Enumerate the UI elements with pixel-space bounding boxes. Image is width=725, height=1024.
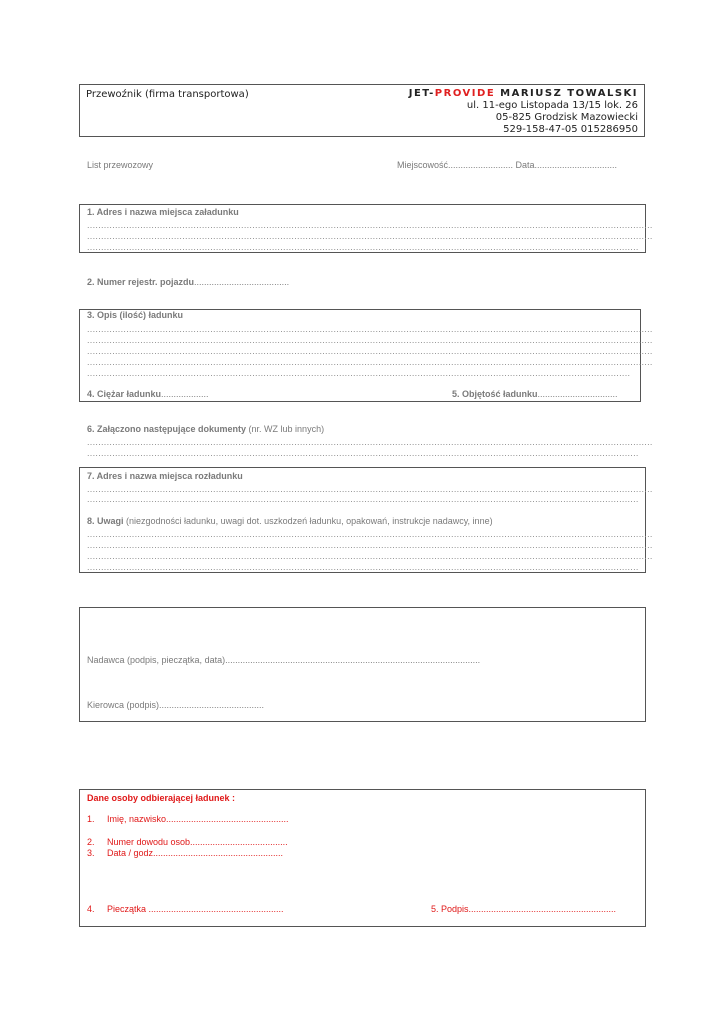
attached-documents-line-2[interactable] xyxy=(87,448,639,458)
remarks-line-3[interactable] xyxy=(87,551,652,561)
remarks-note: (niezgodności ładunku, uwagi dot. uszkodzeń ładunku, opakowań, instrukcje nadawcy, inne) xyxy=(123,516,493,526)
carrier-header-box xyxy=(79,84,645,137)
attached-documents-label: 6. Załączono następujące dokumenty xyxy=(87,424,247,434)
cargo-weight-fill: ................... xyxy=(161,389,209,399)
carrier-label: Przewoźnik (firma transportowa) xyxy=(86,89,249,100)
remarks-line-2[interactable] xyxy=(87,540,652,550)
cargo-description-line-2[interactable] xyxy=(87,335,652,345)
cargo-description-line-1[interactable] xyxy=(87,324,652,334)
loading-address-line-2[interactable] xyxy=(87,231,652,241)
recipient-signature-field[interactable]: 5. Podpis........................................................... xyxy=(431,904,617,914)
attached-documents-row xyxy=(87,424,324,435)
unloading-address-line-2[interactable] xyxy=(87,494,639,504)
recipient-item-num-2: 2. xyxy=(87,837,95,847)
attached-documents-line-1[interactable] xyxy=(87,437,652,447)
document-title: List przewozowy xyxy=(87,160,154,170)
recipient-stamp-field[interactable]: Pieczątka ...................................................... xyxy=(107,904,284,914)
company-address-line1: ul. 11-ego Listopada 13/15 lok. 26 xyxy=(466,100,638,111)
cargo-weight-row[interactable] xyxy=(87,389,209,400)
cargo-description-label: 3. Opis (ilość) ładunku xyxy=(87,310,184,320)
unloading-address-label: 7. Adres i nazwa miejsca rozładunku xyxy=(87,471,243,481)
sender-signature-field[interactable]: Nadawca (podpis, pieczątka, data)...................................................................................................... xyxy=(87,655,481,665)
recipient-item-num-4: 4. xyxy=(87,904,95,914)
remarks-row xyxy=(87,516,493,527)
vehicle-registration-label: 2. Numer rejestr. pojazdu xyxy=(87,277,195,287)
cargo-volume-row[interactable] xyxy=(452,389,618,400)
vehicle-registration-fill: ...................................... xyxy=(194,277,290,287)
cargo-volume-label: 5. Objętość ładunku xyxy=(452,389,538,399)
company-address-line2: 05-825 Grodzisk Mazowiecki xyxy=(495,112,638,123)
place-date-field[interactable]: Miejscowość.......................... Data................................. xyxy=(397,160,618,170)
vehicle-registration-row[interactable] xyxy=(87,277,289,288)
cargo-volume-fill: ................................ xyxy=(537,389,618,399)
driver-signature-field[interactable]: Kierowca (podpis).......................................... xyxy=(87,700,265,710)
unloading-address-line-1[interactable] xyxy=(87,484,652,494)
recipient-datetime-field[interactable]: Data / godz.................................................... xyxy=(107,848,284,858)
cargo-description-line-4[interactable] xyxy=(87,357,652,367)
loading-address-line-1[interactable] xyxy=(87,220,652,230)
remarks-label: 8. Uwagi xyxy=(87,516,124,526)
recipient-name-field[interactable]: Imię, nazwisko................................................. xyxy=(107,814,289,824)
company-block xyxy=(409,88,638,136)
recipient-title: Dane osoby odbierającej ładunek : xyxy=(87,793,236,803)
recipient-item-num-1: 1. xyxy=(87,814,95,824)
company-name: JET-PROVIDE MARIUSZ TOWALSKI xyxy=(408,88,638,99)
cargo-weight-label: 4. Ciężar ładunku xyxy=(87,389,162,399)
remarks-line-4[interactable] xyxy=(87,562,639,572)
loading-address-label: 1. Adres i nazwa miejsca załadunku xyxy=(87,207,239,217)
recipient-item-num-3: 3. xyxy=(87,848,95,858)
loading-address-line-3[interactable] xyxy=(87,242,639,252)
cargo-description-line-5[interactable] xyxy=(87,368,631,378)
recipient-id-field[interactable]: Numer dowodu osob....................................... xyxy=(107,837,288,847)
cargo-description-line-3[interactable] xyxy=(87,346,652,356)
attached-documents-note: (nr. WZ lub innych) xyxy=(246,424,325,434)
company-tax-phone: 529-158-47-05 015286950 xyxy=(503,124,638,135)
remarks-line-1[interactable] xyxy=(87,529,652,539)
